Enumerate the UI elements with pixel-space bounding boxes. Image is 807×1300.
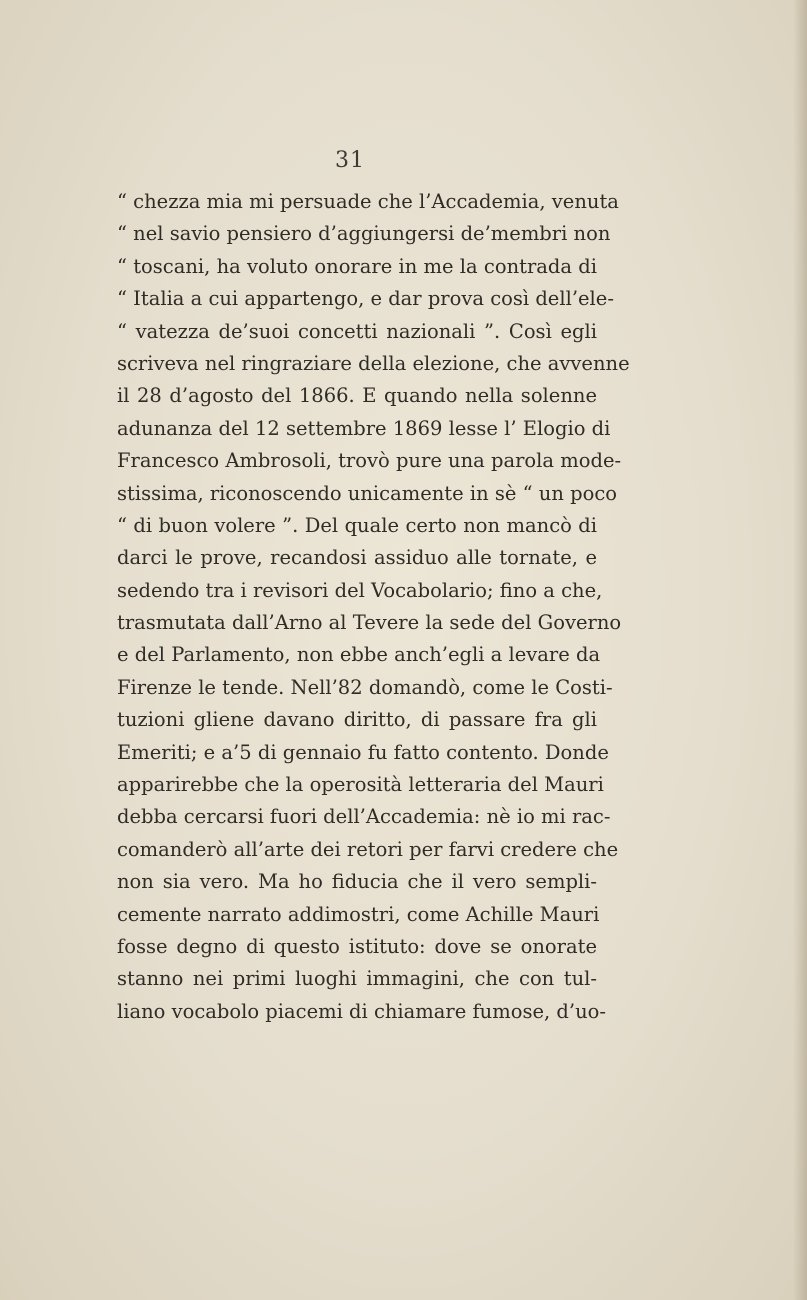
body-text <box>117 186 630 1028</box>
text-line: Emeriti; e a’5 di gennaio fu fatto contento. Donde <box>117 740 609 764</box>
text-line: “ toscani, ha voluto onorare in me la contrada di <box>117 254 597 278</box>
text-line: sedendo tra i revisori del Vocabolario; fino a che, <box>117 578 603 602</box>
text-line: adunanza del 12 settembre 1869 lesse l’ Elogio di <box>117 416 611 440</box>
text-line: “ chezza mia mi persuade che l’Accademia, venuta <box>117 190 619 213</box>
text-line: comanderò all’arte dei retori per farvi credere che <box>117 837 619 861</box>
page-edge-shadow <box>793 0 807 1300</box>
text-line: “ nel savio pensiero d’aggiungersi de’membri non <box>117 222 611 246</box>
text-line: non sia vero. Ma ho fiducia che il vero sempli- <box>117 870 597 894</box>
text-line: scriveva nel ringraziare della elezione, che avvenne <box>117 351 630 375</box>
text-line: debba cercarsi fuori dell’Accademia: nè io mi rac- <box>117 805 611 829</box>
text-line: Francesco Ambrosoli, trovò pure una parola mode- <box>117 449 622 473</box>
text-line: il 28 d’agosto del 1866. E quando nella solenne <box>117 384 597 408</box>
page-number: 31 <box>335 148 365 173</box>
text-line: apparirebbe che la operosità letteraria del Mauri <box>117 773 604 797</box>
text-line: “ Italia a cui appartengo, e dar prova così dell’ele- <box>117 287 614 311</box>
text-line: “ di buon volere ”. Del quale certo non mancò di <box>117 513 597 537</box>
text-line: cemente narrato addimostri, come Achille Mauri <box>117 902 600 926</box>
text-line: e del Parlamento, non ebbe anch’egli a levare da <box>117 643 601 667</box>
text-line: stissima, riconoscendo unicamente in sè “ un poco <box>117 481 617 505</box>
text-line: darci le prove, recandosi assiduo alle tornate, e <box>117 546 597 570</box>
text-line: fosse degno di questo istituto: dove se onorate <box>117 934 597 958</box>
text-line: trasmutata dall’Arno al Tevere la sede del Governo <box>117 611 622 635</box>
text-line: “ vatezza de’suoi concetti nazionali ”. Così egli <box>117 319 597 343</box>
text-line: stanno nei primi luoghi immagini, che con tul- <box>117 967 597 991</box>
text-line: tuzioni gliene davano diritto, di passare fra gli <box>117 708 597 732</box>
text-line: Firenze le tende. Nell’82 domandò, come le Costi- <box>117 675 613 699</box>
text-line: liano vocabolo piacemi di chiamare fumose, d’uo- <box>117 999 606 1023</box>
